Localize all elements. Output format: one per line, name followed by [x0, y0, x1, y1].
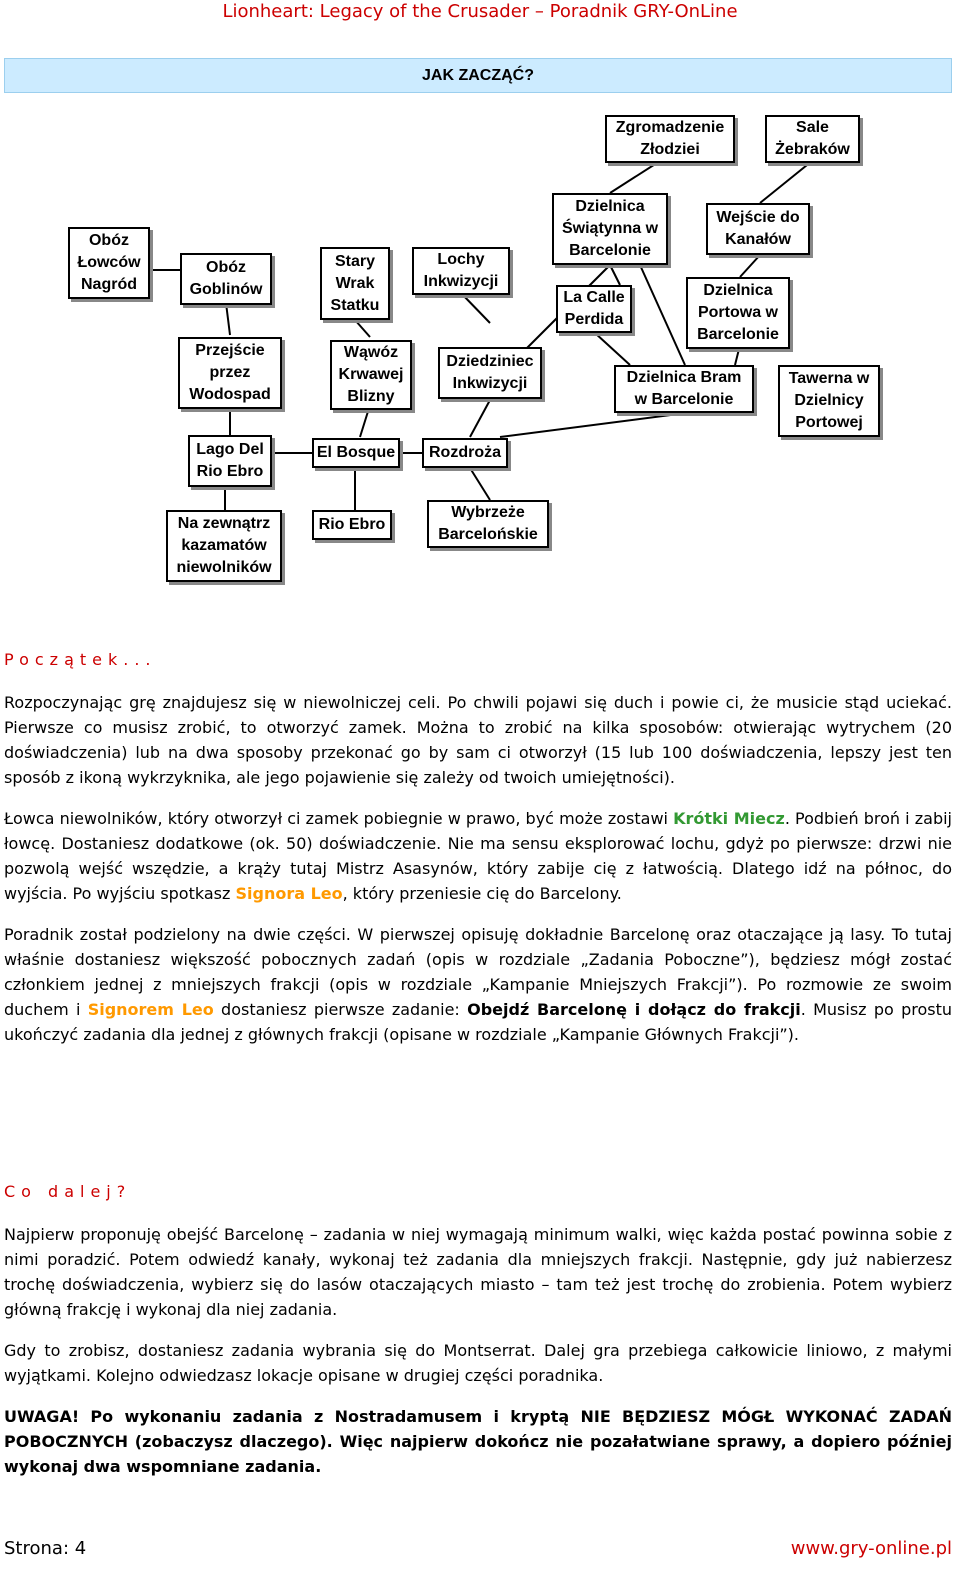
connector	[610, 161, 660, 193]
paragraph: Rozpoczynając grę znajdujesz się w niewolniczej celi. Po chwili pojawi się duch i powie ci, że musicie stąd uciekać. Pierwsze co musisz zrobić, to otworzyć zamek. Można to zrobić na kilka sposobów: otwierając wytrychem (20 doświadczenia) lub na dwa sposoby przekonać go by sam ci otworzył (15 lub 100 doświadczenia, lepszy jest ten sposób z ikoną wykrzyknika, ale jego pojawienie się zależy od twoich umiejętności).	[4, 693, 952, 787]
connector	[470, 468, 490, 500]
header-separator: –	[529, 1, 550, 22]
node-la-calle: La Calle Perdida	[556, 285, 632, 333]
npc-name-highlight: Signorem Leo	[87, 1000, 214, 1019]
node-wybrzeze: Wybrzeże Barcelońskie	[427, 500, 549, 548]
node-wejscie-kanalow: Wejście do Kanałów	[706, 203, 810, 255]
node-przejscie: Przejście przez Wodospad	[178, 337, 282, 409]
text-run: , który przeniesie cię do Barcelony.	[342, 884, 622, 903]
text-run: Łowca niewolników, który otworzył ci zamek pobiegnie w prawo, być może zostawi	[4, 809, 674, 828]
node-dziedziniec: Dziedziniec Inkwizycji	[438, 347, 542, 399]
text-run: . Musisz po prostu ukończyć zadania dla jednej z głównych frakcji (opisane w rozdziale „Kampanie Głównych Frakcji”).	[4, 1000, 953, 1044]
page-number: Strona: 4	[4, 1538, 87, 1559]
node-tawerna: Tawerna w Dzielnicy Portowej	[778, 365, 880, 437]
connector	[610, 265, 620, 285]
section-title-poczatek: Początek...	[4, 650, 157, 669]
section-bar: JAK ZACZĄĆ?	[4, 58, 952, 93]
node-el-bosque: El Bosque	[312, 438, 400, 468]
node-dzielnica-bram: Dzielnica Bram w Barcelonie	[614, 365, 754, 413]
header-game-title: Lionheart: Legacy of the Crusader	[222, 1, 530, 22]
section2-text	[4, 1222, 952, 1479]
connector	[595, 333, 630, 365]
section-title-co-dalej: Co dalej?	[4, 1182, 132, 1201]
header-publisher: Poradnik GRY-OnLine	[549, 1, 738, 22]
paragraph: Gdy to zrobisz, dostaniesz zadania wybrania się do Montserrat. Dalej gra przebiega całkowicie liniowo, z małymi wyjątkami. Kolejno odwiedzasz lokacje opisane w drugiej części poradnika.	[4, 1341, 952, 1385]
node-rozdroza: Rozdroża	[422, 438, 508, 468]
paragraph: Najpierw proponuję obejść Barcelonę – zadania w niej wymagają minimum walki, więc każda postać powinna sobie z nimi poradzić. Potem odwiedź kanały, wykonaj też zadania dla mniejszych frakcji. Następnie, gdy już nabierzesz trochę doświadczenia, wybierz się do lasów otaczających miasto – tam też jest trochę do zrobienia. Potem wybierz główną frakcję i wykonaj dla niej zadania.	[4, 1225, 952, 1319]
node-dzielnica-swiatynna: Dzielnica Świątynna w Barcelonie	[552, 193, 668, 265]
text-run: . Podbień broń i zabij łowcę. Dostaniesz dodatkowe (ok. 50) doświadczenie. Nie ma sensu eksplorować lochu, gdyż po pierwsze: drzwi nie pozwolą wejść wszędzie, a krąży tutaj Mistrz Asasynów, który zabije cię z łatwością. Dlatego idź na północ, do wyjścia. Po wyjściu spotkasz	[4, 809, 952, 903]
node-oboz-goblinow: Obóz Goblinów	[180, 253, 272, 305]
node-lochy: Lochy Inkwizycji	[412, 247, 510, 295]
text-run: Poradnik został podzielony na dwie części. W pierwszej opisuję dokładnie Barcelonę oraz otaczające ją lasy. To tutaj właśnie dostaniesz większość pobocznych zadań (opis w rozdziale „Zadania Poboczne”), będziesz mógł zostać członkiem jednej z mniejszych frakcji (opis w rozdziale „Kampanie Mniejszych Frakcji”). Po rozmowie ze swoim duchem i	[4, 925, 952, 1019]
npc-name-highlight: Signora Leo	[235, 884, 343, 903]
warning-paragraph: UWAGA! Po wykonaniu zadania z Nostradamusem i kryptą NIE BĘDZIESZ MÓGŁ WYKONAĆ ZADAŃ POBOCZNYCH (zobaczysz dlaczego). Więc najpierw dokończ nie pozałatwiane sprawy, a dopiero później wykonaj dwa wspomniane zadania.	[4, 1407, 952, 1476]
connector	[460, 292, 490, 323]
page-header	[0, 0, 960, 24]
connector	[500, 413, 686, 437]
text-run: dostaniesz pierwsze zadanie:	[213, 1000, 468, 1019]
connector	[740, 255, 760, 277]
location-diagram	[0, 105, 960, 595]
connector	[470, 400, 490, 437]
connector	[355, 320, 370, 337]
section1-text	[4, 690, 952, 1047]
node-dzielnica-portowa: Dzielnica Portowa w Barcelonie	[686, 277, 790, 349]
connector	[640, 265, 685, 365]
node-oboz-lowcow: Obóz Łowców Nagród	[68, 227, 150, 299]
node-na-zewnatrz: Na zewnątrz kazamatów niewolników	[166, 510, 282, 582]
node-lago: Lago Del Rio Ebro	[188, 435, 272, 487]
node-stary-wrak: Stary Wrak Statku	[320, 247, 390, 320]
item-name-highlight: Krótki Miecz	[673, 809, 785, 828]
quest-name: Obejdź Barcelonę i dołącz do frakcji	[467, 1000, 801, 1019]
paragraph	[4, 922, 952, 1047]
site-link[interactable]: www.gry-online.pl	[790, 1538, 952, 1559]
node-wawoz: Wąwóz Krwawej Blizny	[330, 340, 412, 410]
node-rio-ebro: Rio Ebro	[312, 510, 392, 540]
node-zgromadzenie: Zgromadzenie Złodziei	[605, 115, 735, 163]
paragraph	[4, 806, 952, 906]
node-sale: Sale Żebraków	[765, 115, 860, 163]
connector	[760, 161, 812, 203]
